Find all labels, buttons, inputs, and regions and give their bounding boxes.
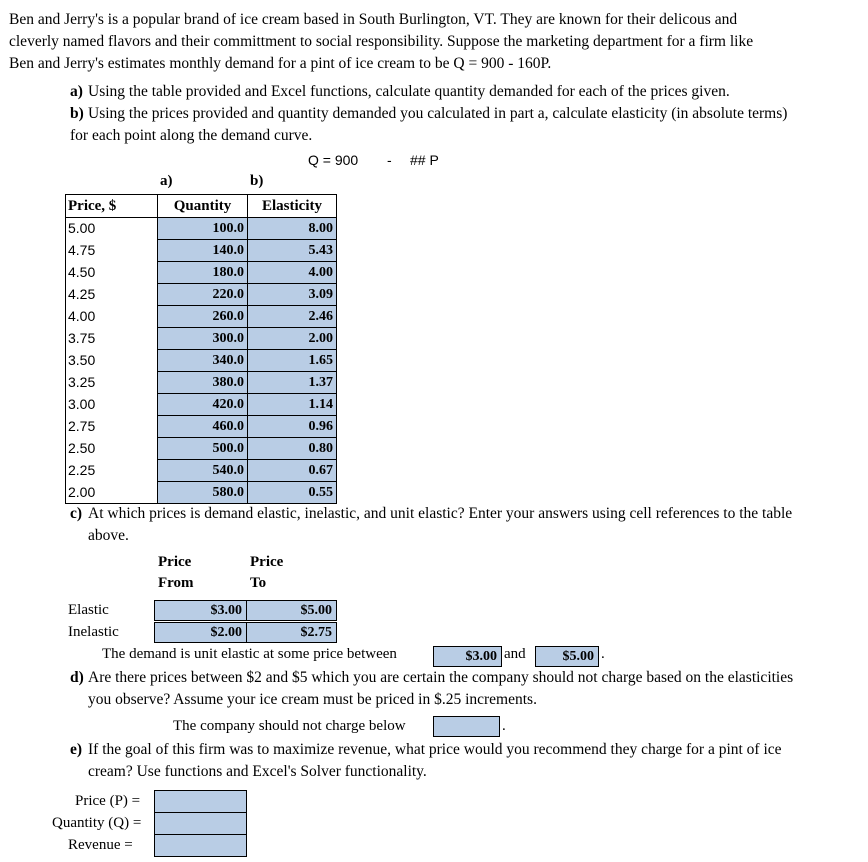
table-row: [66, 240, 337, 262]
part-text: Are there prices between $2 and $5 which you are certain the company should not charge based on the elasticities: [88, 669, 794, 686]
table-row: [66, 482, 337, 504]
part-b-instruction-cont: for each point along the demand curve.: [70, 127, 313, 144]
part-text: If the goal of this firm was to maximize revenue, what price would you recommend they charge for a pint of ice: [88, 741, 782, 758]
price-p-label: Price (P) =: [75, 793, 141, 809]
revenue-cell[interactable]: [154, 834, 247, 857]
elasticity-cell[interactable]: 3.09: [248, 284, 337, 306]
part-e-instruction-cont: cream? Use functions and Excel's Solver functionality.: [88, 763, 427, 780]
demand-equation-minus: -: [387, 152, 392, 168]
table-row: [66, 284, 337, 306]
elastic-from-cell[interactable]: $3.00: [154, 600, 247, 621]
quantity-cell[interactable]: 180.0: [158, 262, 248, 284]
table-row: [66, 306, 337, 328]
intro-line: Ben and Jerry's estimates monthly demand for a pint of ice cream to be Q = 900 - 160P.: [9, 55, 552, 72]
price-to-header-2: To: [250, 575, 267, 591]
part-text: Using the table provided and Excel functions, calculate quantity demanded for each of the prices given.: [88, 83, 730, 100]
price-cell[interactable]: 3.25: [66, 372, 158, 394]
part-label: a): [70, 83, 83, 100]
price-cell[interactable]: 3.50: [66, 350, 158, 372]
demand-table: [65, 194, 337, 504]
revenue-label: Revenue =: [68, 837, 133, 853]
quantity-cell[interactable]: 220.0: [158, 284, 248, 306]
demand-equation-slope: ## P: [410, 152, 439, 168]
quantity-cell[interactable]: 260.0: [158, 306, 248, 328]
elasticity-cell[interactable]: 8.00: [248, 218, 337, 240]
part-label: b): [70, 105, 84, 122]
intro-line: cleverly named flavors and their committment to social responsibility. Suppose the marketing department for a firm like: [9, 33, 754, 50]
table-row: [66, 350, 337, 372]
part-a-instruction: [70, 81, 730, 103]
table-row: [66, 262, 337, 284]
elasticity-cell[interactable]: 0.80: [248, 438, 337, 460]
not-charge-text: The company should not charge below: [173, 718, 406, 734]
unit-elastic-text: The demand is unit elastic at some price between: [102, 646, 397, 662]
quantity-cell[interactable]: 500.0: [158, 438, 248, 460]
unit-elastic-and: and: [504, 646, 526, 662]
price-cell[interactable]: 4.25: [66, 284, 158, 306]
elasticity-cell[interactable]: 4.00: [248, 262, 337, 284]
price-cell[interactable]: 2.00: [66, 482, 158, 504]
table-row: [66, 460, 337, 482]
quantity-cell[interactable]: 420.0: [158, 394, 248, 416]
not-charge-period: .: [502, 718, 506, 734]
quantity-cell[interactable]: 300.0: [158, 328, 248, 350]
quantity-q-cell[interactable]: [154, 812, 247, 835]
part-text: Using the prices provided and quantity demanded you calculated in part a, calculate elasticity (in absolute terms): [88, 105, 788, 122]
demand-equation-q: Q = 900: [308, 152, 359, 168]
table-row: [66, 416, 337, 438]
elasticity-cell[interactable]: 0.96: [248, 416, 337, 438]
part-label: d): [70, 669, 84, 686]
elasticity-cell[interactable]: 2.46: [248, 306, 337, 328]
quantity-cell[interactable]: 380.0: [158, 372, 248, 394]
part-d-instruction-cont: you observe? Assume your ice cream must be priced in $.25 increments.: [88, 691, 537, 708]
unit-elastic-high-cell[interactable]: $5.00: [535, 646, 599, 667]
unit-elastic-period: .: [601, 646, 605, 662]
header-price: Price, $: [66, 195, 158, 218]
elasticity-cell[interactable]: 0.55: [248, 482, 337, 504]
elastic-to-cell[interactable]: $5.00: [246, 600, 337, 621]
quantity-cell[interactable]: 340.0: [158, 350, 248, 372]
price-cell[interactable]: 4.75: [66, 240, 158, 262]
part-label: c): [70, 505, 83, 522]
elasticity-cell[interactable]: 2.00: [248, 328, 337, 350]
part-b-instruction: [70, 103, 787, 125]
not-charge-below-cell[interactable]: [433, 716, 500, 737]
elasticity-cell[interactable]: 0.67: [248, 460, 337, 482]
elasticity-cell[interactable]: 1.37: [248, 372, 337, 394]
inelastic-label: Inelastic: [68, 624, 119, 640]
elasticity-cell[interactable]: 5.43: [248, 240, 337, 262]
quantity-cell[interactable]: 100.0: [158, 218, 248, 240]
part-text: At which prices is demand elastic, inelastic, and unit elastic? Enter your answers using cell references to the table: [88, 505, 793, 522]
column-b-label: b): [250, 173, 264, 189]
table-row: [66, 438, 337, 460]
quantity-cell[interactable]: 580.0: [158, 482, 248, 504]
quantity-cell[interactable]: 540.0: [158, 460, 248, 482]
part-label: e): [70, 741, 83, 758]
price-cell[interactable]: 2.25: [66, 460, 158, 482]
table-row: [66, 372, 337, 394]
price-from-header-1: Price: [158, 554, 192, 570]
inelastic-from-cell[interactable]: $2.00: [154, 622, 247, 643]
price-cell[interactable]: 4.00: [66, 306, 158, 328]
part-c-instruction: [70, 503, 792, 525]
quantity-cell[interactable]: 140.0: [158, 240, 248, 262]
elasticity-cell[interactable]: 1.65: [248, 350, 337, 372]
column-a-label: a): [160, 173, 173, 189]
price-cell[interactable]: 2.75: [66, 416, 158, 438]
part-c-instruction-cont: above.: [88, 527, 129, 544]
price-cell[interactable]: 4.50: [66, 262, 158, 284]
header-elasticity: Elasticity: [248, 195, 337, 218]
header-quantity: Quantity: [158, 195, 248, 218]
part-e-instruction: [70, 739, 782, 761]
unit-elastic-low-cell[interactable]: $3.00: [433, 646, 502, 667]
price-p-cell[interactable]: [154, 790, 247, 813]
price-cell[interactable]: 2.50: [66, 438, 158, 460]
inelastic-to-cell[interactable]: $2.75: [246, 622, 337, 643]
quantity-cell[interactable]: 460.0: [158, 416, 248, 438]
price-cell[interactable]: 3.00: [66, 394, 158, 416]
price-cell[interactable]: 5.00: [66, 218, 158, 240]
table-row: [66, 218, 337, 240]
quantity-q-label: Quantity (Q) =: [52, 815, 142, 831]
part-d-instruction: [70, 667, 793, 689]
intro-paragraph: [9, 9, 859, 75]
table-row: [66, 328, 337, 350]
price-to-header-1: Price: [250, 554, 284, 570]
elastic-label: Elastic: [68, 602, 109, 618]
price-from-header-2: From: [158, 575, 194, 591]
table-row: [66, 394, 337, 416]
price-cell[interactable]: 3.75: [66, 328, 158, 350]
elasticity-cell[interactable]: 1.14: [248, 394, 337, 416]
intro-line: Ben and Jerry's is a popular brand of ice cream based in South Burlington, VT. They are known for their delicous and: [9, 11, 738, 28]
